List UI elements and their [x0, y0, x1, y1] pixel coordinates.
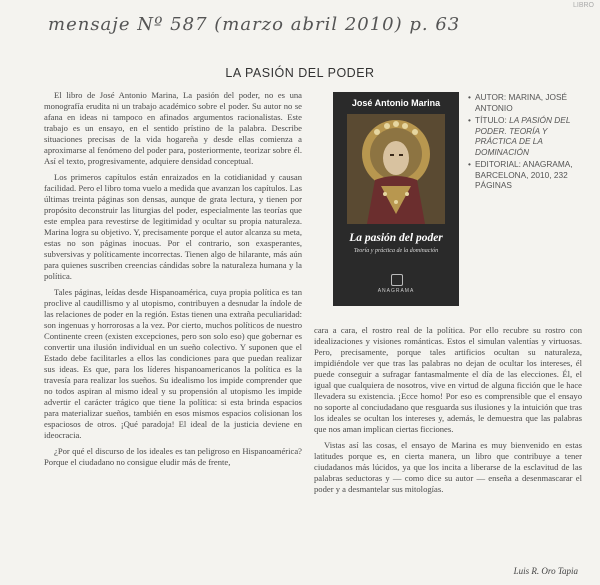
article-paragraph: El libro de José Antonio Marina, La pasión del poder, no es una monografía erudita ni un trabajo académico sobre el poder. Su autor no se afana en ideas ni tampoco en afinados argumentos racionalistas. Este trabajo es un ensayo, en el sentido prístino de la palabra. Describe situaciones precisas de la vida hogareña y desde ellas comienza a aproximarse al fenómeno del poder para, posteriormente, teorizar sobre él. Así el texto, progresivamente, adquiere densidad conceptual.	[44, 90, 302, 166]
cover-author: José Antonio Marina	[351, 98, 441, 108]
author-signature: Luis R. Oro Tapia	[513, 566, 578, 576]
handwritten-note: mensaje Nº 587 (marzo abril 2010) p. 63	[48, 14, 461, 35]
info-author: • AUTOR: MARINA, JOSÉ ANTONIO	[468, 92, 588, 113]
article-paragraph: cara a cara, el rostro real de la política. Por ello recubre su rostro con idealizaciones y visiones románticas. Estos el simulan valentías y virtuosas. Pero, precisamente, porque tales artificios ocultan su naturaleza, impidiéndole ver que tras las palabras no dejan de ocultar los intereses, él puede conseguir a sufragar fantasmalmente el día de las elecciones. Él, el igual que cualquiera de nosotros, vive en virtud de alguna ficción que le hace llevadera su existencia. ¡Ecce homo! Por eso es comprensible que el ensayo no soporte al conciudadano que resguarda sus ilusiones y la intuición que tras los ideales se ocultan los intereses y, además, le demuestra que las palabras que nos aman implican ciertas ficciones.	[314, 325, 582, 434]
mosaic-portrait-image	[347, 114, 445, 224]
info-publisher: • EDITORIAL: ANAGRAMA, BARCELONA, 2010, 232 PÁGINAS	[468, 159, 588, 191]
article-left-column	[44, 90, 302, 560]
article-paragraph: Tales páginas, leídas desde Hispanoamérica, cuya propia política es tan proclive al caudillismo y al utopismo, contribuyen a desnudar la índole de las relaciones de poder en la región. Estas tienen una extraña peculiaridad: son ingenuas y horrorosas a la vez. Por cierto, muchos políticos de nuestro Continente creen (existen excepciones, pero son solo eso) que gobernar es convertir una ilusión individual en un sueño colectivo. Y suponen que el Estado debe facilitarles a ellos las condiciones para que puedan realizar sus ideas. Es que, para los líderes hispanoamericanos la política es la travesía para realizar los sueños. Su idealismo los impide comprender que no todos aspiran al mismo ideal y su propensión al utopismo les impide advertir el carácter trágico que tiene la política: si esta brinda espacios para materializar sueños, también en esos mismos espacios colisionan los espaciosos de otros. ¡Qué paradoja! El ideal de la justicia deviene en ideocracia.	[44, 287, 302, 440]
article-title: LA PASIÓN DEL PODER	[225, 66, 375, 80]
cover-publisher: ANAGRAMA	[377, 288, 415, 294]
corner-mark: LIBRO	[572, 2, 594, 9]
info-title	[468, 115, 588, 157]
book-info-list	[468, 92, 588, 193]
cover-title: La pasión del poder	[349, 232, 443, 244]
info-title-label: TÍTULO:	[475, 115, 510, 125]
publisher-logo-icon	[391, 274, 403, 286]
book-cover	[333, 92, 459, 306]
info-title-value: LA PASIÓN DEL PODER. TEORÍA Y PRÁCTICA DE LA DOMINACIÓN	[475, 115, 571, 157]
article-paragraph: Los primeros capítulos están enraizados en la cotidianidad y causan facilidad. Pero el libro toma vuelo a medida que avanzan los capítulos. Las últimas treinta páginas son densas, aunque de grata lectura, y tienen por propósito deconstruir las liturgias del poder, especialmente las teorías que este emplea para revestirse de legitimidad y ocultar su propia naturaleza. Marina logra su objetivo. Y, precisamente porque el autor alcanza su meta, estas no son páginas inocuas. Por el contrario, son exasperantes, subversivas y políticamente incorrectas. Tienen algo de hilarante, más aún para quienes suscriben creencias cándidas sobre la naturaleza humana y la política.	[44, 172, 302, 281]
cover-subtitle: Teoría y práctica de la dominación	[353, 248, 439, 254]
article-paragraph: Vistas así las cosas, el ensayo de Marina es muy bienvenido en estas latitudes porque es, en cierta manera, un libro que contribuye a tener ciudadanos más lúcidos, ya que los incita a liberarse de la esclavitud de las palabras seductoras y — como dice su autor — enseña a desenmascarar el poder y a desmantelar sus mitologías.	[314, 440, 582, 494]
article-right-column	[314, 325, 582, 561]
article-paragraph: ¿Por qué el discurso de los ideales es tan peligroso en Hispanoamérica? Porque el ciudadano no consigue eludir más de frente,	[44, 446, 302, 467]
